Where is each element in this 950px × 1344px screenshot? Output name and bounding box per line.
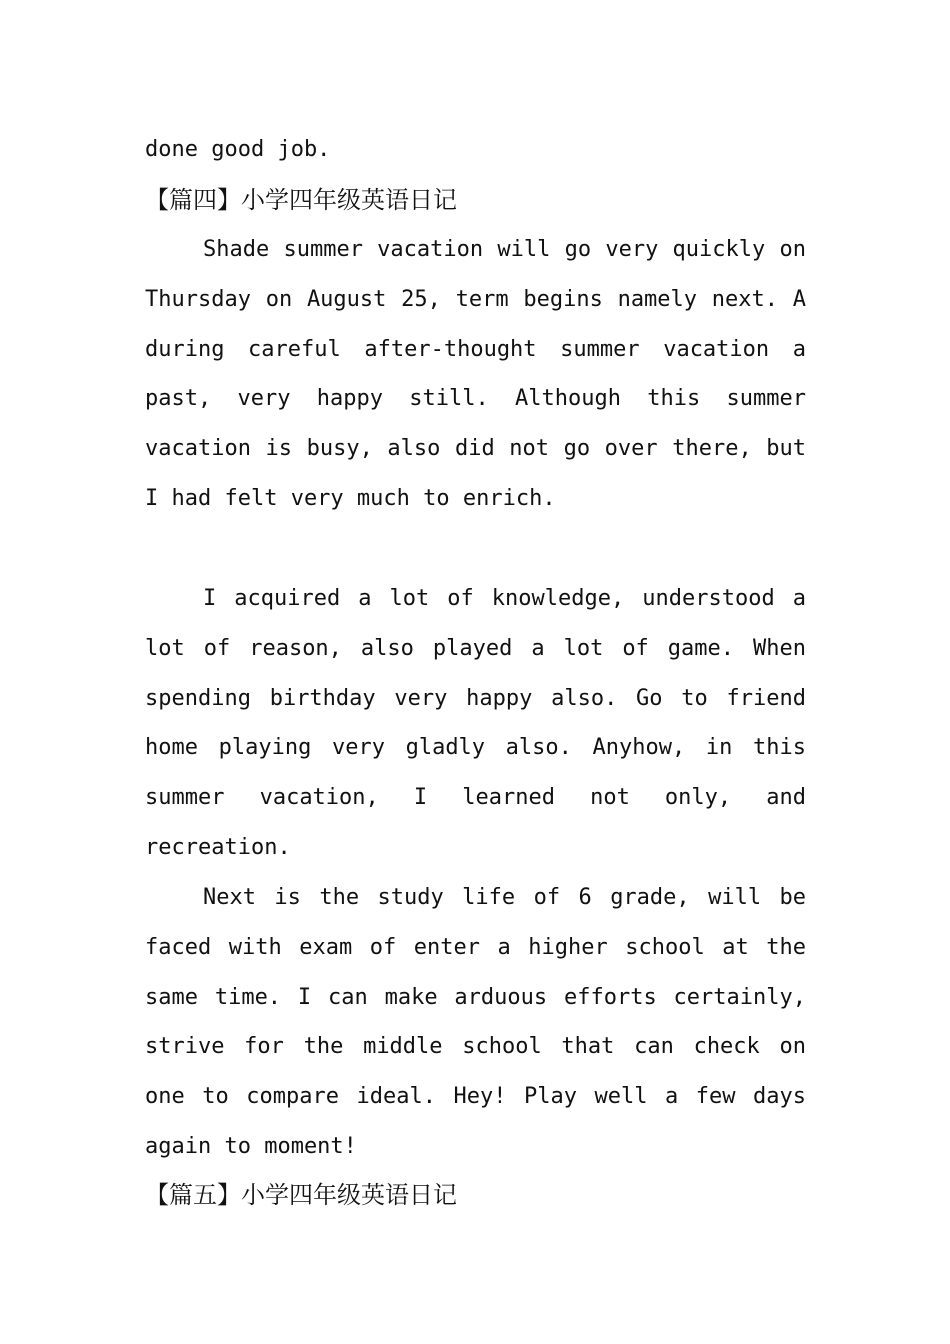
section-four-paragraph-1: Shade summer vacation will go very quickly on Thursday on August 25, term begins namely next. A during careful after-thought summer vacation a past, very happy still. Although this summer vacation is busy, also did not go over there, but I had felt very much to enrich. [145,237,806,511]
section-four-heading: 【篇四】小学四年级英语日记 [145,186,457,214]
section-four-paragraph-2-container [145,574,806,873]
section-four-paragraph-3-container [145,873,806,1172]
section-five-heading: 【篇五】小学四年级英语日记 [145,1181,457,1209]
section-four-paragraph-3: Next is the study life of 6 grade, will be faced with exam of enter a higher school at the same time. I can make arduous efforts certainly, strive for the middle school that can check on one to compare ideal. Hey! Play well a few days again to moment! [145,885,806,1159]
continuation-text: done good job. [145,137,331,162]
section-four-paragraph-1-container [145,225,806,524]
section-four-paragraph-2: I acquired a lot of knowledge, understood a lot of reason, also played a lot of game. When spending birthday very happy also. Go to friend home playing very gladly also. Anyhow, in this summer vacation, I learned not only, and recreation. [145,586,806,860]
